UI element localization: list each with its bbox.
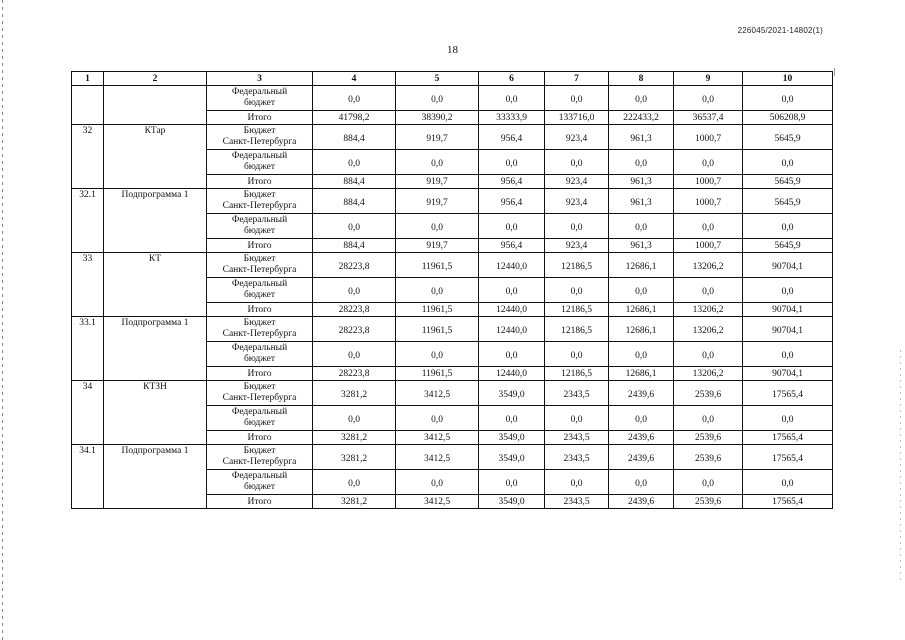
- column-header: 5: [396, 72, 479, 86]
- amount-cell: 923,4: [545, 189, 609, 214]
- amount-cell: 0,0: [479, 150, 545, 175]
- row-index: 34: [72, 381, 104, 445]
- row-index: 32: [72, 125, 104, 189]
- amount-cell: 0,0: [479, 406, 545, 431]
- amount-cell: 1000,7: [674, 125, 743, 150]
- amount-cell: 956,4: [479, 175, 545, 189]
- amount-cell: 17565,4: [743, 495, 833, 509]
- amount-cell: 0,0: [674, 406, 743, 431]
- table-row: [72, 253, 833, 278]
- amount-cell: 17565,4: [743, 445, 833, 470]
- amount-cell: 1000,7: [674, 239, 743, 253]
- amount-cell: 0,0: [479, 342, 545, 367]
- amount-cell: 13206,2: [674, 317, 743, 342]
- amount-cell: 0,0: [313, 342, 396, 367]
- amount-cell: 919,7: [396, 175, 479, 189]
- scan-mark: [834, 68, 835, 76]
- table-row: [72, 381, 833, 406]
- budget-category: Федеральный бюджет: [207, 406, 313, 431]
- amount-cell: 0,0: [743, 278, 833, 303]
- amount-cell: 0,0: [609, 342, 674, 367]
- amount-cell: 12186,5: [545, 367, 609, 381]
- amount-cell: 0,0: [743, 342, 833, 367]
- amount-cell: 5645,9: [743, 239, 833, 253]
- budget-category: Бюджет Санкт-Петербурга: [207, 317, 313, 342]
- amount-cell: 90704,1: [743, 367, 833, 381]
- amount-cell: 923,4: [545, 239, 609, 253]
- amount-cell: 5645,9: [743, 175, 833, 189]
- amount-cell: 12686,1: [609, 317, 674, 342]
- amount-cell: 0,0: [313, 278, 396, 303]
- amount-cell: 923,4: [545, 175, 609, 189]
- amount-cell: 2539,6: [674, 495, 743, 509]
- amount-cell: 0,0: [313, 86, 396, 111]
- amount-cell: 3281,2: [313, 495, 396, 509]
- amount-cell: 17565,4: [743, 381, 833, 406]
- budget-category: Итого: [207, 495, 313, 509]
- column-header: 8: [609, 72, 674, 86]
- amount-cell: 884,4: [313, 125, 396, 150]
- budget-category: Итого: [207, 239, 313, 253]
- amount-cell: 2439,6: [609, 445, 674, 470]
- amount-cell: 1000,7: [674, 189, 743, 214]
- amount-cell: 0,0: [609, 150, 674, 175]
- amount-cell: 2439,6: [609, 495, 674, 509]
- amount-cell: 961,3: [609, 239, 674, 253]
- amount-cell: 0,0: [674, 150, 743, 175]
- amount-cell: 961,3: [609, 189, 674, 214]
- amount-cell: 0,0: [545, 150, 609, 175]
- amount-cell: 12440,0: [479, 303, 545, 317]
- amount-cell: 919,7: [396, 239, 479, 253]
- amount-cell: 0,0: [479, 214, 545, 239]
- amount-cell: 2343,5: [545, 431, 609, 445]
- amount-cell: 0,0: [743, 406, 833, 431]
- amount-cell: 0,0: [396, 278, 479, 303]
- amount-cell: 506208,9: [743, 111, 833, 125]
- amount-cell: 28223,8: [313, 317, 396, 342]
- amount-cell: 919,7: [396, 189, 479, 214]
- table-row: [72, 445, 833, 470]
- amount-cell: 28223,8: [313, 253, 396, 278]
- column-header: 7: [545, 72, 609, 86]
- budget-category: Бюджет Санкт-Петербурга: [207, 381, 313, 406]
- amount-cell: 28223,8: [313, 367, 396, 381]
- row-index: 33.1: [72, 317, 104, 381]
- amount-cell: 12686,1: [609, 303, 674, 317]
- column-header: 1: [72, 72, 104, 86]
- amount-cell: 884,4: [313, 189, 396, 214]
- column-header: 6: [479, 72, 545, 86]
- amount-cell: 12440,0: [479, 367, 545, 381]
- amount-cell: 13206,2: [674, 367, 743, 381]
- scan-right-edge: [900, 350, 901, 580]
- amount-cell: 3549,0: [479, 445, 545, 470]
- amount-cell: 0,0: [743, 214, 833, 239]
- amount-cell: 11961,5: [396, 367, 479, 381]
- amount-cell: 5645,9: [743, 125, 833, 150]
- amount-cell: 3281,2: [313, 431, 396, 445]
- budget-category: Бюджет Санкт-Петербурга: [207, 445, 313, 470]
- amount-cell: 0,0: [545, 470, 609, 495]
- row-name: Подпрограмма 1: [104, 445, 207, 509]
- row-name: [104, 86, 207, 125]
- table-row: [72, 125, 833, 150]
- row-name: КТ: [104, 253, 207, 317]
- amount-cell: 12686,1: [609, 367, 674, 381]
- column-header: 4: [313, 72, 396, 86]
- amount-cell: 12440,0: [479, 253, 545, 278]
- amount-cell: 0,0: [396, 470, 479, 495]
- row-name: Подпрограмма 1: [104, 317, 207, 381]
- amount-cell: 0,0: [674, 342, 743, 367]
- amount-cell: 3412,5: [396, 381, 479, 406]
- budget-category: Итого: [207, 367, 313, 381]
- row-name: КТар: [104, 125, 207, 189]
- amount-cell: 884,4: [313, 175, 396, 189]
- amount-cell: 0,0: [674, 278, 743, 303]
- budget-category: Федеральный бюджет: [207, 86, 313, 111]
- amount-cell: 0,0: [545, 214, 609, 239]
- amount-cell: 12686,1: [609, 253, 674, 278]
- page-number: 18: [447, 44, 458, 56]
- budget-category: Итого: [207, 175, 313, 189]
- amount-cell: 956,4: [479, 125, 545, 150]
- amount-cell: 923,4: [545, 125, 609, 150]
- amount-cell: 0,0: [313, 150, 396, 175]
- amount-cell: 0,0: [609, 214, 674, 239]
- row-index: [72, 86, 104, 125]
- amount-cell: 0,0: [743, 86, 833, 111]
- amount-cell: 0,0: [396, 342, 479, 367]
- row-index: 32.1: [72, 189, 104, 253]
- amount-cell: 41798,2: [313, 111, 396, 125]
- budget-category: Федеральный бюджет: [207, 278, 313, 303]
- amount-cell: 0,0: [545, 86, 609, 111]
- budget-category: Итого: [207, 303, 313, 317]
- amount-cell: 0,0: [609, 470, 674, 495]
- amount-cell: 0,0: [479, 278, 545, 303]
- amount-cell: 0,0: [609, 86, 674, 111]
- amount-cell: 2439,6: [609, 381, 674, 406]
- amount-cell: 2539,6: [674, 381, 743, 406]
- amount-cell: 3412,5: [396, 495, 479, 509]
- amount-cell: 17565,4: [743, 431, 833, 445]
- amount-cell: 38390,2: [396, 111, 479, 125]
- amount-cell: 13206,2: [674, 303, 743, 317]
- row-index: 33: [72, 253, 104, 317]
- amount-cell: 1000,7: [674, 175, 743, 189]
- amount-cell: 0,0: [545, 406, 609, 431]
- amount-cell: 33333,9: [479, 111, 545, 125]
- amount-cell: 13206,2: [674, 253, 743, 278]
- document-id: 226045/2021-14802(1): [737, 26, 823, 35]
- column-header: 10: [743, 72, 833, 86]
- budget-category: Бюджет Санкт-Петербурга: [207, 125, 313, 150]
- table-row: [72, 189, 833, 214]
- amount-cell: 2539,6: [674, 431, 743, 445]
- amount-cell: 3281,2: [313, 381, 396, 406]
- amount-cell: 919,7: [396, 125, 479, 150]
- scan-left-edge: [2, 0, 3, 640]
- amount-cell: 0,0: [313, 470, 396, 495]
- amount-cell: 12186,5: [545, 303, 609, 317]
- amount-cell: 90704,1: [743, 317, 833, 342]
- amount-cell: 961,3: [609, 175, 674, 189]
- amount-cell: 0,0: [609, 406, 674, 431]
- row-name: КТЗН: [104, 381, 207, 445]
- amount-cell: 0,0: [396, 406, 479, 431]
- column-header: 9: [674, 72, 743, 86]
- amount-cell: 2439,6: [609, 431, 674, 445]
- column-header: 2: [104, 72, 207, 86]
- row-index: 34.1: [72, 445, 104, 509]
- amount-cell: 0,0: [609, 278, 674, 303]
- amount-cell: 90704,1: [743, 303, 833, 317]
- amount-cell: 3549,0: [479, 495, 545, 509]
- budget-category: Бюджет Санкт-Петербурга: [207, 253, 313, 278]
- column-header: 3: [207, 72, 313, 86]
- amount-cell: 884,4: [313, 239, 396, 253]
- amount-cell: 3412,5: [396, 445, 479, 470]
- amount-cell: 0,0: [313, 214, 396, 239]
- budget-category: Бюджет Санкт-Петербурга: [207, 189, 313, 214]
- amount-cell: 0,0: [743, 470, 833, 495]
- amount-cell: 36537,4: [674, 111, 743, 125]
- amount-cell: 12186,5: [545, 253, 609, 278]
- amount-cell: 11961,5: [396, 303, 479, 317]
- table-row: [72, 86, 833, 111]
- budget-category: Итого: [207, 111, 313, 125]
- amount-cell: 0,0: [545, 278, 609, 303]
- amount-cell: 0,0: [674, 214, 743, 239]
- amount-cell: 5645,9: [743, 189, 833, 214]
- amount-cell: 0,0: [396, 86, 479, 111]
- amount-cell: 12440,0: [479, 317, 545, 342]
- amount-cell: 0,0: [396, 214, 479, 239]
- row-name: Подпрограмма 1: [104, 189, 207, 253]
- amount-cell: 956,4: [479, 189, 545, 214]
- amount-cell: 11961,5: [396, 317, 479, 342]
- amount-cell: 2539,6: [674, 445, 743, 470]
- amount-cell: 0,0: [479, 86, 545, 111]
- table-body: [72, 86, 833, 509]
- amount-cell: 133716,0: [545, 111, 609, 125]
- amount-cell: 2343,5: [545, 381, 609, 406]
- amount-cell: 11961,5: [396, 253, 479, 278]
- amount-cell: 0,0: [674, 470, 743, 495]
- amount-cell: 0,0: [313, 406, 396, 431]
- amount-cell: 2343,5: [545, 445, 609, 470]
- amount-cell: 90704,1: [743, 253, 833, 278]
- table-header-row: [72, 72, 833, 86]
- budget-category: Федеральный бюджет: [207, 470, 313, 495]
- amount-cell: 222433,2: [609, 111, 674, 125]
- table-row: [72, 317, 833, 342]
- amount-cell: 2343,5: [545, 495, 609, 509]
- amount-cell: 0,0: [545, 342, 609, 367]
- amount-cell: 3549,0: [479, 381, 545, 406]
- amount-cell: 3281,2: [313, 445, 396, 470]
- amount-cell: 12186,5: [545, 317, 609, 342]
- budget-category: Федеральный бюджет: [207, 150, 313, 175]
- amount-cell: 956,4: [479, 239, 545, 253]
- amount-cell: 0,0: [396, 150, 479, 175]
- budget-category: Итого: [207, 431, 313, 445]
- amount-cell: 0,0: [479, 470, 545, 495]
- budget-table: [71, 71, 833, 509]
- amount-cell: 0,0: [674, 86, 743, 111]
- amount-cell: 961,3: [609, 125, 674, 150]
- amount-cell: 0,0: [743, 150, 833, 175]
- budget-category: Федеральный бюджет: [207, 342, 313, 367]
- amount-cell: 28223,8: [313, 303, 396, 317]
- amount-cell: 3549,0: [479, 431, 545, 445]
- amount-cell: 3412,5: [396, 431, 479, 445]
- budget-category: Федеральный бюджет: [207, 214, 313, 239]
